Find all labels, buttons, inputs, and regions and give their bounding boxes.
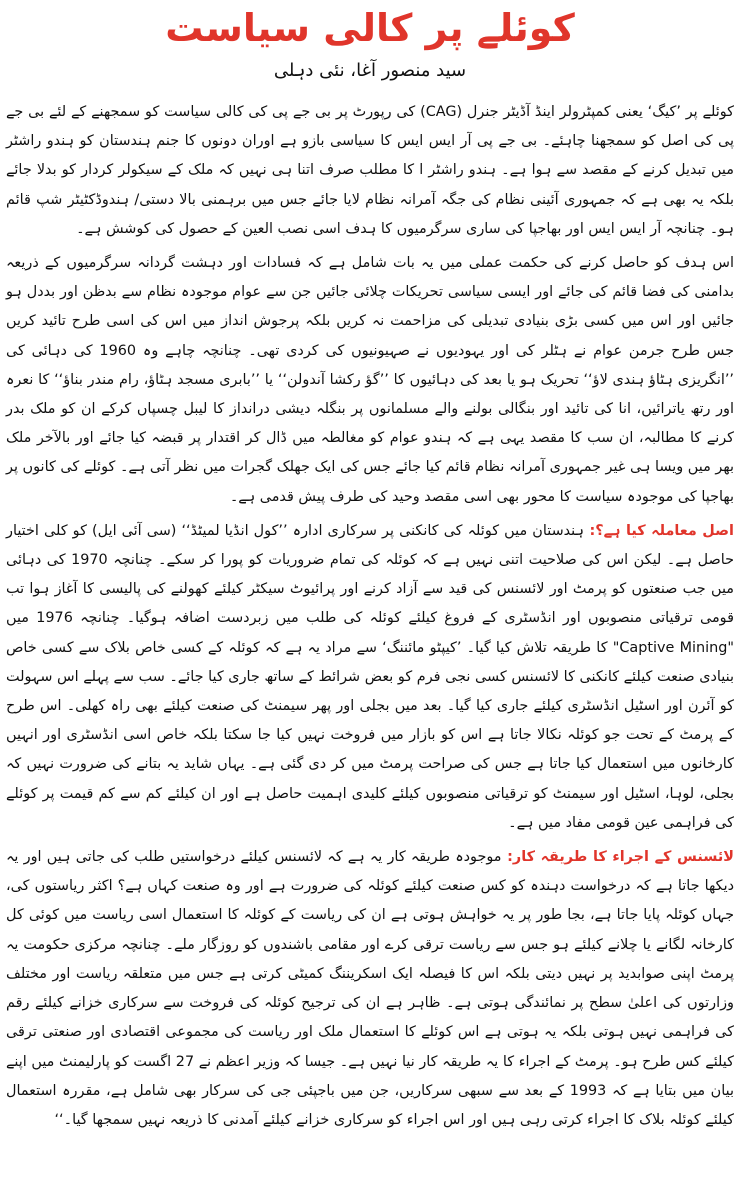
paragraph-text: کوئلے پر ’کیگ‘ یعنی کمپٹرولر اینڈ آڈیٹر جنرل (CAG) کی رپورٹ پر بی جے پی کی کالی سیاست کو سمجھنے کے لئے بی جے پی کی اصل کو سمجھنا چاہئے۔ بی جے پی آر ایس ایس کا سیاسی بازو ہے اوران دونوں کا جنم ہندستان کو ہندو راشٹر میں تبدیل کرنے کے مقصد سے ہوا ہے۔ ہندو راشٹر ا کا مطلب صرف اتنا ہی نہیں کہ ملک کے سیکولر کردار کو بدلا جائے بلکہ یہ بھی ہے کہ جمہوری آئینی نظام کی جگہ آمرانہ نظام لایا جائے جس میں برہمنی بالا دستی/ ہندوڈکٹیٹر شپ قائم ہو۔ چنانچہ آر ایس ایس اور بھاجپا کی ساری سرگرمیوں کا ہدف اسی نصب العین کے حصول کی کوشش ہے۔ bbox=[6, 104, 735, 237]
paragraph-strategy bbox=[6, 249, 734, 512]
section-heading: لائسنس کے اجراء کا طریقہ کار: bbox=[501, 849, 734, 866]
section-heading: اصل معاملہ کیا ہے؟: bbox=[583, 522, 734, 539]
paragraph-intro bbox=[6, 98, 734, 244]
paragraph-text: موجودہ طریقہ کار یہ ہے کہ لائسنس کیلئے درخواستیں طلب کی جاتی ہیں اور یہ دیکھا جاتا ہے کہ درخواست دہندہ کو کس صنعت کیلئے کوئلہ کی ضرورت ہے اور وہ صنعت کہاں ہے؟ اکثر ریاستوں کی، جہاں کوئلہ پایا جاتا ہے، بجا طور پر یہ خواہش ہوتی ہے ان کی ریاست کے کوئلہ کا استعمال اسی ریاست میں کوئی کل کارخانہ لگانے یا چلانے کیلئے ہو جس سے ریاست ترقی کرے اور مقامی باشندوں کو روزگار ملے۔ چنانچہ مرکزی حکومت یہ پرمٹ اپنی صوابدید پر نہیں دیتی بلکہ اس کا فیصلہ ایک اسکریننگ کمیٹی کرتی ہے جس میں متعلقہ ریاست اور مختلف وزارتوں کی اعلیٰ سطح پر نمائندگی ہوتی ہے۔ ظاہر ہے ان کی ترجیح کوئلہ کی فروخت سے سرکاری خزانے کیلئے رقم کی فراہمی نہیں ہوتی بلکہ یہ ہوتی ہے اس کوئلے کا استعمال ملک اور ریاست کی مجموعی اقتصادی اور صنعتی ترقی کیلئے کس طرح ہو۔ پرمٹ کے اجراء کا یہ طریقہ کار نیا نہیں ہے۔ جیسا کہ وزیر اعظم نے 27 اگست کو پارلیمنٹ میں اپنے بیان میں بتایا ہے کہ 1993 کے بعد سے سبھی سرکاریں، جن میں باجپئی جی کی سرکار بھی شامل ہے، مقررہ استعمال کیلئے کوئلہ بلاک کا اجراء کرتی رہی ہیں اور اس اجراء کو سرکاری خزانے کیلئے آمدنی کا ذریعہ نہیں سمجھا گیا۔‘‘ bbox=[6, 849, 734, 1128]
article-title: کوئلے پر کالی سیاست bbox=[165, 6, 575, 50]
paragraph-license-procedure bbox=[6, 843, 734, 1135]
paragraph-text: ہندستان میں کوئلہ کی کانکنی پر سرکاری ادارہ ’’کول انڈیا لمیٹڈ‘‘ (سی آئی ایل) کو کلی اختیار حاصل ہے۔ لیکن اس کی صلاحیت اتنی نہیں ہے کہ کوئلہ کی تمام ضروریات کو پورا کر سکے۔ چنانچہ 1970 کی دہائی میں جب صنعتوں کو پرمٹ اور لائسنس کی قید سے آزاد کرنے اور پرائیوٹ سیکٹر کیلئے کھولنے کی پالیسی کا آغاز ہوا تب قومی ترقیاتی منصوبوں اور انڈسٹری کے فروغ کیلئے کوئلہ کی طلب میں زبردست اضافہ ہوگیا۔ چنانچہ 1976 میں "Captive Mining" کا طریقہ تلاش کیا گیا۔ ’کیپٹو مائننگ‘ سے مراد یہ ہے کہ کوئلہ کے کسی خاص بلاک سے کسی خاص بنیادی صنعت کیلئے کانکنی کا لائسنس کسی نجی فرم کو بعض شرائط کے ساتھ جاری کیا جائے۔ سب سے پہلے اس سہولت کو آئرن اور اسٹیل انڈسٹری کیلئے جاری کیا گیا۔ بعد میں بجلی اور پھر سیمنٹ کی صنعت کیلئے بھی راہ کھلی۔ اس طرح کے پرمٹ کے تحت جو کوئلہ نکالا جاتا ہے اس کو بازار میں فروخت نہیں کیا جا سکتا بلکہ خاص اسی انڈسٹری اور انہیں کارخانوں میں استعمال کیا جاتا ہے جس کی صراحت پرمٹ میں کر دی گئی ہے۔ یہاں شاید یہ بتانے کی ضرورت نہیں کہ بجلی، لوہا، اسٹیل اور سیمنٹ کو ترقیاتی منصوبوں کیلئے کلیدی اہمیت حاصل ہے اور ان کیلئے کم سے کم قیمت پر کوئلے کی فراہمی عین قومی مفاد میں ہے۔ bbox=[6, 522, 734, 831]
author-byline: سید منصور آغا، نئی دہلی bbox=[273, 60, 467, 81]
paragraph-text: اس ہدف کو حاصل کرنے کی حکمت عملی میں یہ بات شامل ہے کہ فسادات اور دہشت گردانہ سرگرمیوں کے ذریعہ بدامنی کی فضا قائم کی جائے اور ایسی سیاسی تحریکات چلائی جائیں جن سے عوام موجودہ نظام سے بدظن اور بددل ہو جائیں اور اس میں کسی بڑی بنیادی تبدیلی کی مزاحمت نہ کریں بلکہ پرجوش انداز میں اس کی اسی طرح تائید کریں جس طرح جرمن عوام نے ہٹلر کی اور یہودیوں نے صہیونیوں کی کردی تھی۔ چنانچہ چاہے وہ 1960 کی دہائی کی ’’انگریزی ہٹاؤ ہندی لاؤ‘‘ تحریک ہو یا بعد کی دہائیوں کا ’’گؤ رکشا آندولن‘‘ یا ’’بابری مسجد ہٹاؤ، رام مندر بناؤ‘‘ کا نعرہ اور رتھ یاترائیں، انا کی تائید اور بنگالی بولنے والے مسلمانوں پر بنگلہ دیشی درانداز کا لیبل چسپاں کرکے ان کو ملک بدر کرنے کا مطالبہ، ان سب کا مقصد یہی ہے کہ ہندو عوام کو مغالطہ میں ڈال کر اقتدار پر قبضہ کیا جائے اور بالآخر ملک بھر میں ویسا ہی غیر جمہوری آمرانہ نظام قائم کیا جائے جس کی ایک جھلک گجرات میں نظر آتی ہے۔ کوئلے کی کانوں پر بھاجپا کی موجودہ سیاست کا محور بھی اسی مقصد وحید کی طرف پیش قدمی ہے۔ bbox=[6, 255, 734, 505]
paragraph-real-issue bbox=[6, 517, 734, 838]
